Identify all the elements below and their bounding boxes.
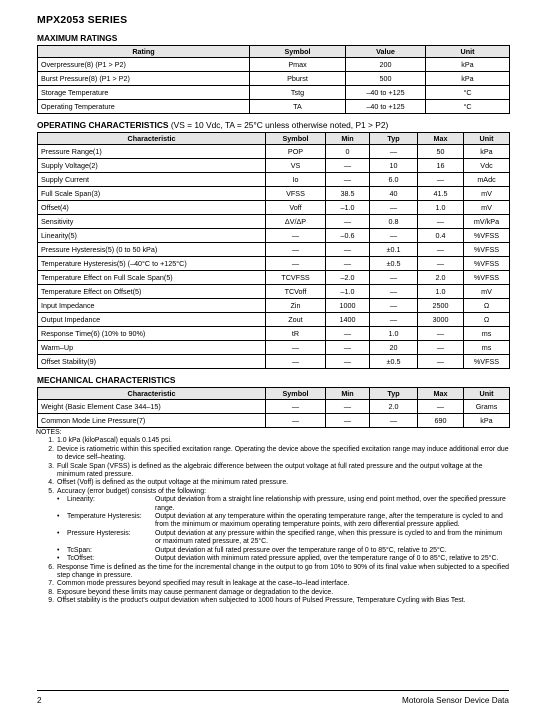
row-label: Response Time(6) (10% to 90%) <box>38 327 266 341</box>
table-cell: — <box>370 145 418 159</box>
table-cell: 2.0 <box>370 400 418 414</box>
table-cell: 1000 <box>326 299 370 313</box>
accuracy-item <box>57 547 509 555</box>
note-7: 7. Common mode pressures beyond specified may result in leakage at the case–to–lead interface. <box>48 580 350 588</box>
table-cell: — <box>370 201 418 215</box>
table-cell: mAdc <box>464 173 510 187</box>
table-row <box>38 271 510 285</box>
row-label: Output Impedance <box>38 313 266 327</box>
table-cell: ms <box>464 327 510 341</box>
table-cell: 41.5 <box>418 187 464 201</box>
accuracy-term: Linearity: <box>67 496 95 504</box>
table-cell: 690 <box>418 414 464 428</box>
table-cell: 0.4 <box>418 229 464 243</box>
table-cell: 40 <box>370 187 418 201</box>
table-header <box>38 133 510 145</box>
accuracy-definition: Output deviation at any pressure within the specified range, when this pressure is cycled to and from the minimum or maximum rated pressure, at 25°C. <box>155 529 503 546</box>
footer-publisher: Motorola Sensor Device Data <box>402 696 509 705</box>
table-row <box>38 72 510 86</box>
column-header: Value <box>346 46 426 58</box>
row-label: Common Mode Line Pressure(7) <box>38 414 266 428</box>
note-1: 1. 1.0 kPa (kiloPascal) equals 0.145 psi. <box>48 437 172 445</box>
note-3: 3. Full Scale Span (VFSS) is defined as the algebraic difference between the output voltage at full rated pressure and the output voltage at the minimum rated pressure. <box>48 462 483 479</box>
table-row <box>38 229 510 243</box>
table-row <box>38 100 510 114</box>
table-cell: — <box>418 257 464 271</box>
table-cell: — <box>370 271 418 285</box>
column-header: Characteristic <box>38 388 266 400</box>
table-cell: Zin <box>266 299 326 313</box>
table-cell: %VFSS <box>464 355 510 369</box>
table-cell: — <box>326 173 370 187</box>
table-cell: Ω <box>464 313 510 327</box>
table-cell: Tstg <box>250 86 346 100</box>
accuracy-item <box>57 555 509 563</box>
table-cell: — <box>370 313 418 327</box>
table-cell: tR <box>266 327 326 341</box>
table-cell: Ω <box>464 299 510 313</box>
table-cell: POP <box>266 145 326 159</box>
row-label: Temperature Hysteresis(5) (–40°C to +125°C) <box>38 257 266 271</box>
table-cell: 2.0 <box>418 271 464 285</box>
table-cell: Pmax <box>250 58 346 72</box>
column-header: Typ <box>370 133 418 145</box>
table-cell: — <box>326 257 370 271</box>
table-cell: — <box>418 327 464 341</box>
table-cell: 10 <box>370 159 418 173</box>
table-cell: — <box>326 159 370 173</box>
max-ratings-table <box>37 45 510 114</box>
bullet-icon: • <box>57 529 60 537</box>
table-header <box>38 388 510 400</box>
row-label: Operating Temperature <box>38 100 250 114</box>
table-cell: Grams <box>464 400 510 414</box>
notes-section <box>37 429 509 606</box>
table-cell: 0 <box>326 145 370 159</box>
row-label: Input Impedance <box>38 299 266 313</box>
table-cell: — <box>326 215 370 229</box>
table-row <box>38 173 510 187</box>
table-cell: 500 <box>346 72 426 86</box>
row-label: Storage Temperature <box>38 86 250 100</box>
table-row <box>38 187 510 201</box>
table-cell: –2.0 <box>326 271 370 285</box>
table-cell: — <box>418 215 464 229</box>
bullet-icon: • <box>57 555 60 563</box>
table-cell: — <box>266 414 326 428</box>
table-cell: 1.0 <box>418 285 464 299</box>
row-label: Pressure Range(1) <box>38 145 266 159</box>
accuracy-item <box>57 513 509 530</box>
table-cell: 1400 <box>326 313 370 327</box>
row-label: Temperature Effect on Full Scale Span(5) <box>38 271 266 285</box>
accuracy-item <box>57 496 509 513</box>
row-label: Linearity(5) <box>38 229 266 243</box>
column-header: Min <box>326 388 370 400</box>
table-cell: — <box>266 400 326 414</box>
table-cell: — <box>370 229 418 243</box>
bullet-icon: • <box>57 513 60 521</box>
table-row <box>38 243 510 257</box>
table-cell: — <box>370 285 418 299</box>
table-cell: 20 <box>370 341 418 355</box>
accuracy-definition: Output deviation at full rated pressure over the temperature range of 0 to 85°C, relative to 25°C. <box>155 546 447 554</box>
table-cell: 1.0 <box>418 201 464 215</box>
table-cell: 38.5 <box>326 187 370 201</box>
accuracy-term: Pressure Hysteresis: <box>67 529 131 537</box>
accuracy-definition: Output deviation from a straight line relationship with pressure, using end point method, over the specified pressure range. <box>155 496 506 512</box>
table-cell: — <box>266 243 326 257</box>
table-cell: — <box>266 257 326 271</box>
table-cell: ΔV/ΔP <box>266 215 326 229</box>
table-cell: ms <box>464 341 510 355</box>
column-header: Unit <box>464 388 510 400</box>
row-label: Warm–Up <box>38 341 266 355</box>
datasheet-page <box>37 14 509 606</box>
table-cell: — <box>326 327 370 341</box>
row-label: Burst Pressure(8) (P1 > P2) <box>38 72 250 86</box>
bullet-icon: • <box>57 496 60 504</box>
table-cell: 6.0 <box>370 173 418 187</box>
table-cell: kPa <box>426 72 510 86</box>
table-cell: ±0.5 <box>370 355 418 369</box>
table-cell: ±0.1 <box>370 243 418 257</box>
note-9: 9. Offset stability is the product's output deviation when subjected to 1000 hours of Pulsed Pressure, Temperature Cycling with Bias Test. <box>48 597 466 605</box>
note-4: 4. Offset (Voff) is defined as the output voltage at the minimum rated pressure. <box>48 479 289 487</box>
document-title: MPX2053 SERIES <box>37 14 128 26</box>
op-char-conditions: (VS = 10 Vdc, TA = 25°C unless otherwise noted, P1 > P2) <box>170 120 389 130</box>
row-label: Temperature Effect on Offset(5) <box>38 285 266 299</box>
table-cell: 16 <box>418 159 464 173</box>
accuracy-definition: Output deviation at any temperature within the operating temperature range, after the temperature is cycled to and from the minimum or maximum operating temperature points, with zero differential pressure applied. <box>155 513 503 529</box>
table-cell: 3000 <box>418 313 464 327</box>
table-cell: — <box>326 341 370 355</box>
accuracy-term: TcSpan: <box>67 546 92 554</box>
table-cell: %VFSS <box>464 271 510 285</box>
table-row <box>38 86 510 100</box>
table-cell: mV <box>464 285 510 299</box>
table-cell: — <box>418 173 464 187</box>
table-cell: TCVoff <box>266 285 326 299</box>
table-cell: mV <box>464 187 510 201</box>
table-cell: — <box>370 414 418 428</box>
mechanical-characteristics-table <box>37 387 510 428</box>
page-footer <box>37 690 509 705</box>
table-cell: –40 to +125 <box>346 86 426 100</box>
column-header: Typ <box>370 388 418 400</box>
table-row <box>38 400 510 414</box>
accuracy-definition: Output deviation with minimum rated pressure applied, over the temperature range of 0 to 85°C, relative to 25°C. <box>155 555 499 563</box>
column-header: Unit <box>464 133 510 145</box>
table-cell: –1.0 <box>326 285 370 299</box>
column-header: Max <box>418 133 464 145</box>
table-header <box>38 46 510 58</box>
table-cell: 200 <box>346 58 426 72</box>
table-cell: %VFSS <box>464 243 510 257</box>
table-cell: Zout <box>266 313 326 327</box>
table-cell: VS <box>266 159 326 173</box>
table-cell: 2500 <box>418 299 464 313</box>
note-5: 5. Accuracy (error budget) consists of the following: <box>48 487 206 495</box>
table-cell: %VFSS <box>464 229 510 243</box>
table-cell: –1.0 <box>326 201 370 215</box>
note-6: 6. Response Time is defined as the time for the incremental change in the output to go from 10% to 90% of its final value when subjected to a specified step change in pressure. <box>48 563 509 579</box>
table-cell: kPa <box>426 58 510 72</box>
row-label: Pressure Hysteresis(5) (0 to 50 kPa) <box>38 243 266 257</box>
table-cell: Voff <box>266 201 326 215</box>
table-cell: Io <box>266 173 326 187</box>
table-cell: — <box>418 243 464 257</box>
accuracy-term: Temperature Hysteresis: <box>67 513 142 521</box>
table-cell: — <box>418 400 464 414</box>
table-cell: — <box>326 400 370 414</box>
table-cell: — <box>370 299 418 313</box>
row-label: Sensitivity <box>38 215 266 229</box>
table-row <box>38 341 510 355</box>
bullet-icon: • <box>57 546 60 554</box>
column-header: Symbol <box>266 133 326 145</box>
row-label: Supply Current <box>38 173 266 187</box>
table-cell: kPa <box>464 145 510 159</box>
table-cell: 1.0 <box>370 327 418 341</box>
table-cell: TCVFSS <box>266 271 326 285</box>
column-header: Unit <box>426 46 510 58</box>
table-cell: °C <box>426 100 510 114</box>
table-cell: ±0.5 <box>370 257 418 271</box>
table-row <box>38 159 510 173</box>
table-row <box>38 414 510 428</box>
column-header: Symbol <box>250 46 346 58</box>
table-cell: TA <box>250 100 346 114</box>
table-cell: VFSS <box>266 187 326 201</box>
table-row <box>38 215 510 229</box>
table-cell: mV/kPa <box>464 215 510 229</box>
operating-characteristics-table <box>37 132 510 369</box>
table-cell: Pburst <box>250 72 346 86</box>
table-row <box>38 145 510 159</box>
mech-char-title: MECHANICAL CHARACTERISTICS <box>37 375 176 385</box>
table-row <box>38 313 510 327</box>
column-header: Symbol <box>266 388 326 400</box>
column-header: Characteristic <box>38 133 266 145</box>
table-row <box>38 355 510 369</box>
op-char-title-text: OPERATING CHARACTERISTICS <box>37 120 169 130</box>
row-label: Full Scale Span(3) <box>38 187 266 201</box>
notes-header: NOTES: <box>36 429 62 436</box>
accuracy-item <box>57 530 509 547</box>
table-row <box>38 327 510 341</box>
column-header: Rating <box>38 46 250 58</box>
table-cell: — <box>266 355 326 369</box>
accuracy-sublist <box>37 496 509 563</box>
column-header: Min <box>326 133 370 145</box>
op-char-title <box>37 120 509 130</box>
table-cell: kPa <box>464 414 510 428</box>
accuracy-term: TcOffset: <box>67 555 95 563</box>
table-cell: — <box>266 229 326 243</box>
table-cell: — <box>266 341 326 355</box>
row-label: Weight (Basic Element Case 344–15) <box>38 400 266 414</box>
table-cell: — <box>418 355 464 369</box>
row-label: Offset Stability(9) <box>38 355 266 369</box>
table-cell: — <box>326 243 370 257</box>
row-label: Offset(4) <box>38 201 266 215</box>
table-cell: mV <box>464 201 510 215</box>
table-cell: Vdc <box>464 159 510 173</box>
table-row <box>38 201 510 215</box>
max-ratings-title: MAXIMUM RATINGS <box>37 33 118 43</box>
table-cell: 0.8 <box>370 215 418 229</box>
table-cell: — <box>326 355 370 369</box>
table-row <box>38 58 510 72</box>
table-cell: — <box>418 341 464 355</box>
table-cell: — <box>326 414 370 428</box>
table-cell: %VFSS <box>464 257 510 271</box>
row-label: Supply Voltage(2) <box>38 159 266 173</box>
table-cell: °C <box>426 86 510 100</box>
column-header: Max <box>418 388 464 400</box>
row-label: Overpressure(8) (P1 > P2) <box>38 58 250 72</box>
table-cell: 50 <box>418 145 464 159</box>
note-2: 2. Device is ratiometric within this specified excitation range. Operating the device above the specified excitation range may induce additional error due to device self–heating. <box>48 445 509 462</box>
note-8: 8. Exposure beyond these limits may cause permanent damage or degradation to the device. <box>48 588 334 596</box>
page-number: 2 <box>37 696 42 705</box>
table-row <box>38 285 510 299</box>
table-row <box>38 257 510 271</box>
table-cell: –0.6 <box>326 229 370 243</box>
table-cell: –40 to +125 <box>346 100 426 114</box>
table-row <box>38 299 510 313</box>
